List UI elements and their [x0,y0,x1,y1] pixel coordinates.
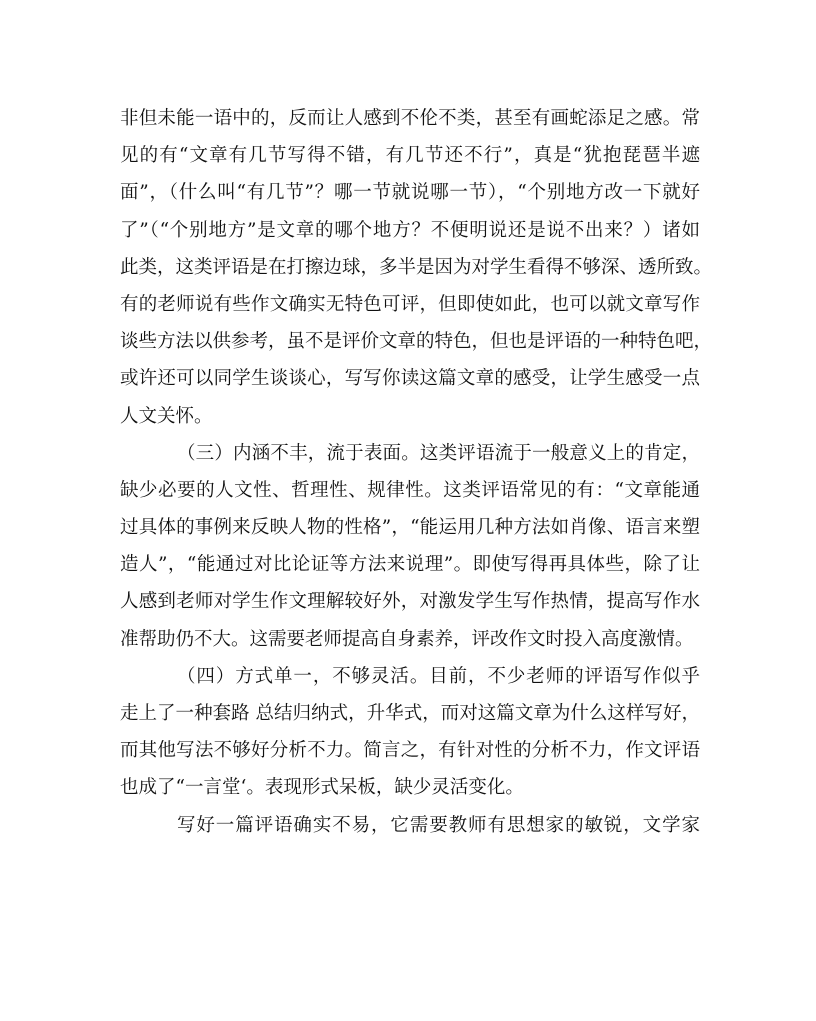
paragraph-line: 缺少必要的人文性、哲理性、规律性。这类评语常见的有：“文章能通 [120,479,700,501]
paragraph-line: 谈些方法以供参考，虽不是评价文章的特色，但也是评语的一种特色吧， [120,331,713,353]
paragraph-line: 写好一篇评语确实不易，它需要教师有思想家的敏锐，文学家 [177,814,700,836]
paragraph-line: 面”，（什么叫“有几节”？哪一节就说哪一节），“个别地方改一下就好 [120,182,700,204]
paragraph-line: 过具体的事例来反映人物的性格”，“能运用几种方法如肖像、语言来塑 [120,517,700,539]
paragraph-line: 走上了一种套路 总结归纳式，升华式，而对这篇文章为什么这样写好， [120,703,700,724]
paragraph-line: 准帮助仍不大。这需要老师提高自身素养，评改作文时投入高度激情。 [120,628,694,650]
paragraph-line: 见的有“文章有几节写得不错，有几节还不行”，真是“犹抱琵琶半遮 [120,145,700,167]
paragraph-line: （三）内涵不丰，流于表面。这类评语流于一般意义上的肯定， [177,442,700,464]
paragraph-line: 或许还可以同学生谈谈心，写写你读这篇文章的感受，让学生感受一点 [120,368,700,390]
paragraph-line: 造人”，“能通过对比论证等方法来说理”。即使写得再具体些，除了让 [120,554,700,576]
paragraph-line: 非但未能一语中的，反而让人感到不伦不类，甚至有画蛇添足之感。常 [120,108,700,129]
paragraph-line: 人文关怀。 [120,405,213,427]
document-body [120,100,713,844]
paragraph-line: （四）方式单一，不够灵活。目前，不少老师的评语写作似乎 [177,665,700,687]
paragraph-line: 此类，这类评语是在打擦边球，多半是因为对学生看得不够深、透所致。 [120,256,713,278]
paragraph-line: 有的老师说有些作文确实无特色可评，但即使如此，也可以就文章写作 [120,293,700,315]
paragraph-line: 人感到老师对学生作文理解较好外，对激发学生写作热情，提高写作水 [120,591,700,613]
paragraph-line: 而其他写法不够好分析不力。简言之，有针对性的分析不力，作文评语 [120,740,700,762]
paragraph-line: 也成了“一言堂‘。表现形式呆板，缺少灵活变化。 [120,777,524,799]
paragraph-line: 了”（“个别地方”是文章的哪个地方？不便明说还是说不出来？）诸如 [120,219,700,241]
